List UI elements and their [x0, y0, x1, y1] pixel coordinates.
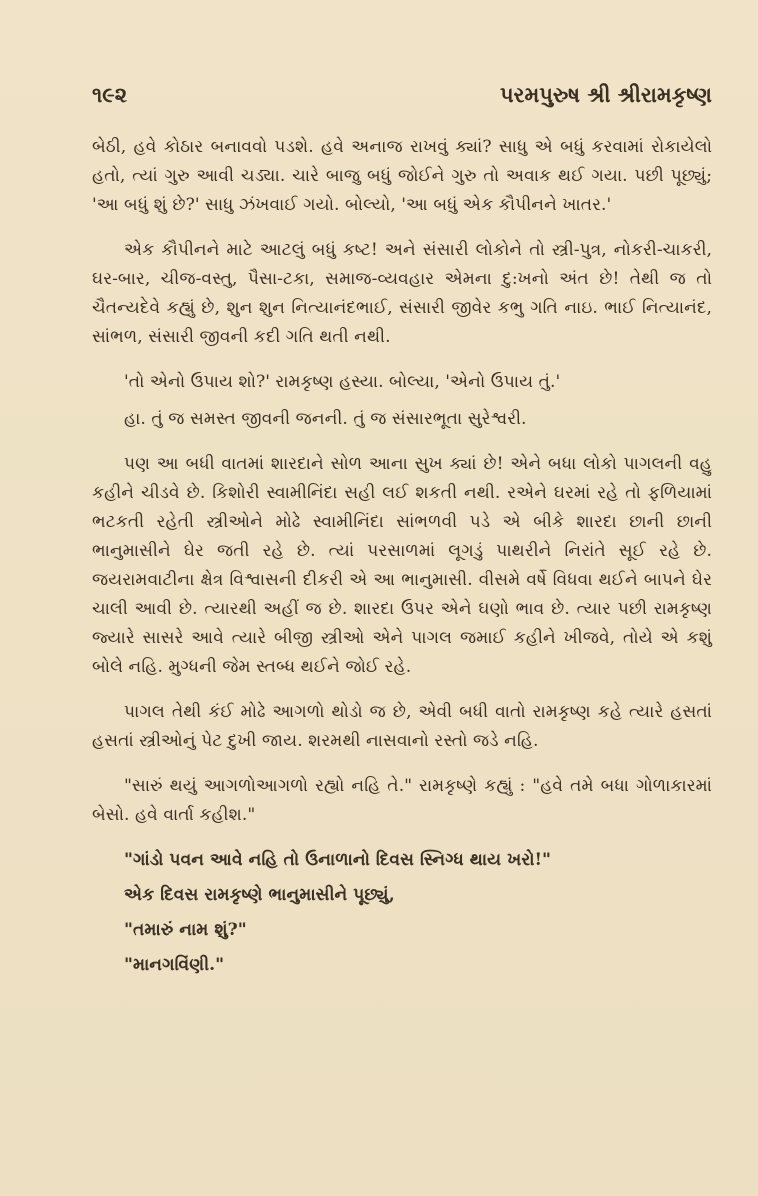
dialogue-line: "માનગવિંણી."	[124, 955, 225, 975]
page-header	[92, 82, 712, 108]
page-number: ૧૯૨	[92, 82, 128, 107]
dialogue-line: હા. તું જ સમસ્ત જીવની જનની. તું જ સંસારભૂતા સુરેશ્વરી.	[124, 409, 527, 429]
paragraph: બેઠી, હવે કોઠાર બનાવવો પડશે. હવે અનાજ રાખવું ક્યાં? સાધુ એ બધું કરવામાં રોકાયેલો હતો, ત્યાં ગુરુ આવી ચડ્યા. ચારે બાજુ બધું જોઈને ગુરુ તો અવાક થઈ ગયા. પછી પૂછ્યું; 'આ બધું શું છે?' સાધુ ઝંખવાઈ ગયો. બોલ્યો, 'આ બધું એક કૌપીનને ખાતર.'	[92, 137, 712, 215]
dialogue-block	[92, 846, 712, 980]
dialogue-line: 'તો એનો ઉપાય શો?' રામકૃષ્ણ હસ્યા. બોલ્યા, 'એનો ઉપાય તું.'	[124, 372, 561, 392]
page-body	[92, 133, 712, 986]
paragraph: એક કૌપીનને માટે આટલું બધું કષ્ટ! અને સંસારી લોકોને તો સ્ત્રી-પુત્ર, નોકરી-ચાકરી, ઘર-બાર, ચીજ-વસ્તુ, પૈસા-ટકા, સમાજ-વ્યવહાર એમના દુ:ખનો અંત છે! તેથી જ તો ચૈતન્યદેવે કહ્યું છે, શુન શુન નિત્યાનંદભાઈ, સંસારી જીવેર કભુ ગતિ નાઇ. ભાઈ નિત્યાનંદ, સાંભળ, સંસારી જીવની કદી ગતિ થતી નથી.	[92, 240, 712, 347]
paragraph: "સારું થયું આગળોઆગળો રહ્યો નહિ તે." રામકૃષ્ણે કહ્યું : "હવે તમે બધા ગોળાકારમાં બેસો. હવે વાર્તા કહીશ."	[92, 776, 712, 825]
paragraph: પાગલ તેથી કંઈ મોઢે આગળો થોડો જ છે, એવી બધી વાતો રામકૃષ્ણ કહે ત્યારે હસતાં હસતાં સ્ત્રીઓનું પેટ દુખી જાય. શરમથી નાસવાનો રસ્તો જડે નહિ.	[92, 702, 712, 751]
paragraph: પણ આ બધી વાતમાં શારદાને સોળ આના સુખ ક્યાં છે! એને બધા લોકો પાગલની વહુ કહીને ચીડવે છે. કિશોરી સ્વામીનિંદા સહી લઈ શકતી નથી. રએને ઘરમાં રહે તો ફળિયામાં ભટકતી રહેતી સ્ત્રીઓને મોઢે સ્વામીનિંદા સાંભળવી પડે એ બીકે શારદા છાની છાની ભાનુમાસીને ઘેર જતી રહે છે. ત્યાં પરસાળમાં લૂગડું પાથરીને નિરાંતે સૂઈ રહે છે. જયરામવાટીના ક્ષેત્ર વિશ્વાસની દીકરી એ આ ભાનુમાસી. વીસમે વર્ષે વિધવા થઈને બાપને ઘેર ચાલી આવી છે. ત્યારથી અહીં જ છે. શારદા ઉપર એને ઘણો ભાવ છે. ત્યાર પછી રામકૃષ્ણ જ્યારે સાસરે આવે ત્યારે બીજી સ્ત્રીઓ એને પાગલ જમાઈ કહીને ખીજવે, તોયે એ કશું બોલે નહિ. મુગ્ધની જેમ સ્તબ્ધ થઈને જોઈ રહે.	[92, 454, 712, 677]
dialogue-line: "તમારું નામ શું?"	[124, 920, 247, 940]
dialogue-line: એક દિવસ રામકૃષ્ણે ભાનુમાસીને પૂછ્યું,	[124, 885, 395, 905]
dialogue-line: "ગાંડો પવન આવે નહિ તો ઉનાળાનો દિવસ સ્નિગ્ધ થાય ખરો!"	[124, 850, 552, 870]
running-title: પરમપુરુષ શ્રી શ્રીરામકૃષ્ણ	[499, 82, 712, 107]
